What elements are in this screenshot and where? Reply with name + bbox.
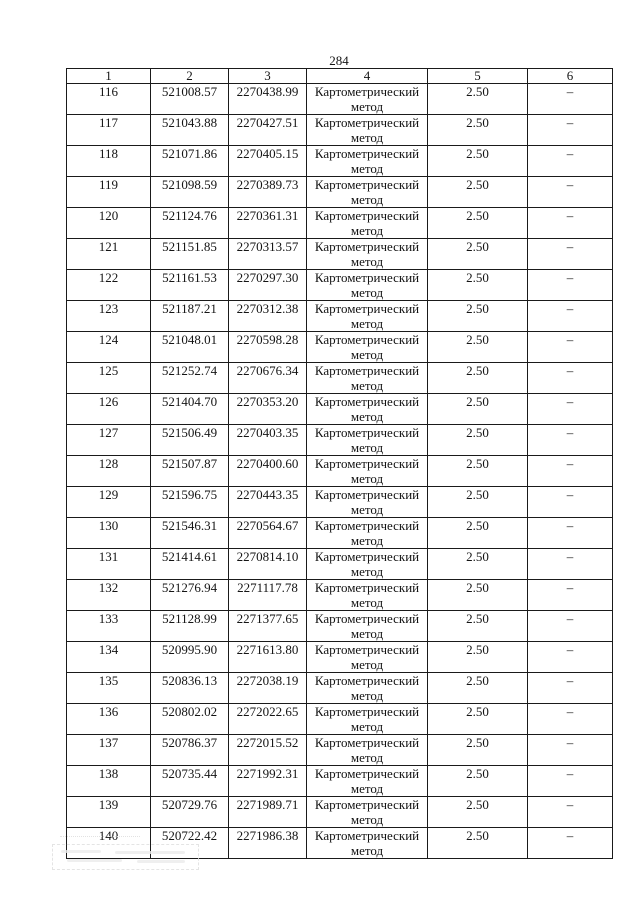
point-number-cell: 127 [67, 425, 151, 456]
coordinate-x-cell: 521161.53 [151, 270, 229, 301]
coordinate-x-cell: 521276.94 [151, 580, 229, 611]
method-cell [307, 208, 428, 239]
note-cell: – [528, 766, 613, 797]
method-cell [307, 363, 428, 394]
method-line-2: метод [350, 563, 384, 579]
coordinate-y-cell: 2270438.99 [229, 84, 307, 115]
coordinate-x-cell: 521128.99 [151, 611, 229, 642]
method-line-1: Картометрический [314, 146, 420, 161]
method-line-2: метод [350, 780, 384, 796]
accuracy-cell: 2.50 [428, 363, 528, 394]
coordinate-x-cell: 521043.88 [151, 115, 229, 146]
method-line-2: метод [350, 315, 384, 331]
method-cell [307, 642, 428, 673]
coordinate-y-cell: 2271117.78 [229, 580, 307, 611]
accuracy-cell: 2.50 [428, 735, 528, 766]
table-row [67, 425, 613, 456]
point-number-cell: 126 [67, 394, 151, 425]
method-cell [307, 518, 428, 549]
table-row [67, 301, 613, 332]
point-number-cell: 134 [67, 642, 151, 673]
point-number-cell: 122 [67, 270, 151, 301]
method-cell [307, 239, 428, 270]
accuracy-cell: 2.50 [428, 611, 528, 642]
table-row [67, 704, 613, 735]
table-row [67, 456, 613, 487]
method-line-1: Картометрический [314, 611, 420, 626]
method-line-2: метод [350, 470, 384, 486]
method-line-2: метод [350, 656, 384, 672]
method-line-2: метод [350, 346, 384, 362]
stamp-smudge [67, 859, 122, 862]
coordinate-x-cell: 521252.74 [151, 363, 229, 394]
coordinate-y-cell: 2270598.28 [229, 332, 307, 363]
coordinate-x-cell: 521596.75 [151, 487, 229, 518]
note-cell: – [528, 239, 613, 270]
stamp-smudge [115, 851, 185, 854]
method-line-2: метод [350, 284, 384, 300]
method-line-1: Картометрический [314, 580, 420, 595]
stamp-smudge [137, 860, 185, 863]
method-line-2: метод [350, 687, 384, 703]
method-cell [307, 766, 428, 797]
coordinate-y-cell: 2271992.31 [229, 766, 307, 797]
method-cell [307, 611, 428, 642]
accuracy-cell: 2.50 [428, 84, 528, 115]
method-line-2: метод [350, 594, 384, 610]
method-line-1: Картометрический [314, 766, 420, 781]
coordinate-y-cell: 2270313.57 [229, 239, 307, 270]
point-number-cell: 123 [67, 301, 151, 332]
accuracy-cell: 2.50 [428, 177, 528, 208]
accuracy-cell: 2.50 [428, 549, 528, 580]
point-number-cell: 132 [67, 580, 151, 611]
method-cell [307, 270, 428, 301]
accuracy-cell: 2.50 [428, 487, 528, 518]
accuracy-cell: 2.50 [428, 208, 528, 239]
point-number-cell: 138 [67, 766, 151, 797]
accuracy-cell: 2.50 [428, 797, 528, 828]
method-line-2: метод [350, 222, 384, 238]
method-cell [307, 735, 428, 766]
coordinate-y-cell: 2270427.51 [229, 115, 307, 146]
coordinate-y-cell: 2270312.38 [229, 301, 307, 332]
point-number-cell: 131 [67, 549, 151, 580]
coordinate-y-cell: 2270676.34 [229, 363, 307, 394]
table-row [67, 549, 613, 580]
method-line-1: Картометрический [314, 363, 420, 378]
method-cell [307, 549, 428, 580]
point-number-cell: 137 [67, 735, 151, 766]
column-header-6: 6 [528, 69, 613, 84]
method-cell [307, 394, 428, 425]
table-row [67, 518, 613, 549]
accuracy-cell: 2.50 [428, 332, 528, 363]
coordinate-y-cell: 2270564.67 [229, 518, 307, 549]
accuracy-cell: 2.50 [428, 394, 528, 425]
note-cell: – [528, 642, 613, 673]
method-line-1: Картометрический [314, 394, 420, 409]
method-line-1: Картометрический [314, 704, 420, 719]
method-cell [307, 425, 428, 456]
faint-stamp [52, 844, 199, 870]
note-cell: – [528, 797, 613, 828]
stamp-smudge [61, 850, 101, 853]
coordinate-y-cell: 2270403.35 [229, 425, 307, 456]
method-line-1: Картометрический [314, 332, 420, 347]
table-row [67, 580, 613, 611]
method-line-2: метод [350, 749, 384, 765]
note-cell: – [528, 301, 613, 332]
note-cell: – [528, 425, 613, 456]
coordinate-y-cell: 2271613.80 [229, 642, 307, 673]
note-cell: – [528, 146, 613, 177]
coordinate-y-cell: 2270814.10 [229, 549, 307, 580]
coordinate-x-cell: 521404.70 [151, 394, 229, 425]
point-number-cell: 120 [67, 208, 151, 239]
coordinate-y-cell: 2270443.35 [229, 487, 307, 518]
method-line-1: Картометрический [314, 301, 420, 316]
method-line-1: Картометрический [314, 177, 420, 192]
note-cell: – [528, 332, 613, 363]
point-number-cell: 124 [67, 332, 151, 363]
note-cell: – [528, 394, 613, 425]
coordinate-x-cell: 521414.61 [151, 549, 229, 580]
coordinate-y-cell: 2271986.38 [229, 828, 307, 859]
accuracy-cell: 2.50 [428, 766, 528, 797]
method-line-2: метод [350, 811, 384, 827]
coordinate-y-cell: 2271989.71 [229, 797, 307, 828]
accuracy-cell: 2.50 [428, 518, 528, 549]
method-cell [307, 177, 428, 208]
coordinate-x-cell: 521048.01 [151, 332, 229, 363]
note-cell: – [528, 270, 613, 301]
table-row [67, 332, 613, 363]
point-number-cell: 118 [67, 146, 151, 177]
coordinate-x-cell: 520786.37 [151, 735, 229, 766]
note-cell: – [528, 611, 613, 642]
coordinate-y-cell: 2270400.60 [229, 456, 307, 487]
table-row [67, 673, 613, 704]
point-number-cell: 136 [67, 704, 151, 735]
method-line-1: Картометрический [314, 549, 420, 564]
table-row [67, 146, 613, 177]
coordinate-x-cell: 520802.02 [151, 704, 229, 735]
method-line-2: метод [350, 160, 384, 176]
method-line-2: метод [350, 532, 384, 548]
coordinate-x-cell: 521151.85 [151, 239, 229, 270]
method-cell [307, 146, 428, 177]
table-row [67, 177, 613, 208]
method-line-1: Картометрический [314, 115, 420, 130]
point-number-cell: 139 [67, 797, 151, 828]
page-number: 284 [329, 53, 349, 68]
coordinate-y-cell: 2270389.73 [229, 177, 307, 208]
method-line-1: Картометрический [314, 84, 420, 99]
accuracy-cell: 2.50 [428, 828, 528, 859]
table-header-row [67, 69, 613, 84]
point-number-cell: 133 [67, 611, 151, 642]
accuracy-cell: 2.50 [428, 580, 528, 611]
point-number-cell: 135 [67, 673, 151, 704]
note-cell: – [528, 487, 613, 518]
method-line-1: Картометрический [314, 828, 420, 843]
coordinate-y-cell: 2270353.20 [229, 394, 307, 425]
column-header-3: 3 [229, 69, 307, 84]
method-line-2: метод [350, 718, 384, 734]
point-number-cell: 130 [67, 518, 151, 549]
table-row [67, 611, 613, 642]
column-header-5: 5 [428, 69, 528, 84]
method-line-2: метод [350, 129, 384, 145]
coordinate-y-cell: 2272015.52 [229, 735, 307, 766]
coordinate-x-cell: 521124.76 [151, 208, 229, 239]
coordinate-x-cell: 521098.59 [151, 177, 229, 208]
accuracy-cell: 2.50 [428, 115, 528, 146]
coordinate-x-cell: 521187.21 [151, 301, 229, 332]
accuracy-cell: 2.50 [428, 673, 528, 704]
point-number-cell: 117 [67, 115, 151, 146]
table-row [67, 797, 613, 828]
table-row [67, 115, 613, 146]
coordinate-y-cell: 2272038.19 [229, 673, 307, 704]
note-cell: – [528, 704, 613, 735]
note-cell: – [528, 735, 613, 766]
column-header-4: 4 [307, 69, 428, 84]
column-header-1: 1 [67, 69, 151, 84]
method-line-1: Картометрический [314, 270, 420, 285]
method-cell [307, 332, 428, 363]
coordinate-x-cell: 521507.87 [151, 456, 229, 487]
coordinate-y-cell: 2270405.15 [229, 146, 307, 177]
note-cell: – [528, 84, 613, 115]
point-number-cell: 128 [67, 456, 151, 487]
method-line-2: метод [350, 377, 384, 393]
accuracy-cell: 2.50 [428, 642, 528, 673]
accuracy-cell: 2.50 [428, 425, 528, 456]
table-row [67, 84, 613, 115]
method-line-2: метод [350, 501, 384, 517]
coordinate-x-cell: 520995.90 [151, 642, 229, 673]
coordinate-x-cell: 521546.31 [151, 518, 229, 549]
method-line-2: метод [350, 253, 384, 269]
note-cell: – [528, 580, 613, 611]
method-line-1: Картометрический [314, 518, 420, 533]
coordinate-y-cell: 2272022.65 [229, 704, 307, 735]
table-row [67, 642, 613, 673]
method-line-1: Картометрический [314, 673, 420, 688]
method-line-2: метод [350, 842, 384, 858]
point-number-cell: 119 [67, 177, 151, 208]
table-row [67, 766, 613, 797]
method-line-1: Картометрический [314, 735, 420, 750]
accuracy-cell: 2.50 [428, 270, 528, 301]
method-line-1: Картометрический [314, 239, 420, 254]
method-cell [307, 456, 428, 487]
method-line-1: Картометрический [314, 208, 420, 223]
method-line-2: метод [350, 439, 384, 455]
coordinate-x-cell: 520729.76 [151, 797, 229, 828]
column-header-2: 2 [151, 69, 229, 84]
method-cell [307, 673, 428, 704]
table-row [67, 487, 613, 518]
method-line-2: метод [350, 408, 384, 424]
accuracy-cell: 2.50 [428, 456, 528, 487]
table-row [67, 208, 613, 239]
table-row [67, 735, 613, 766]
method-cell [307, 828, 428, 859]
method-line-1: Картометрический [314, 642, 420, 657]
note-cell: – [528, 208, 613, 239]
note-cell: – [528, 549, 613, 580]
method-line-1: Картометрический [314, 487, 420, 502]
method-cell [307, 301, 428, 332]
method-line-2: метод [350, 625, 384, 641]
method-cell [307, 580, 428, 611]
method-line-2: метод [350, 98, 384, 114]
coordinate-x-cell: 520735.44 [151, 766, 229, 797]
method-line-1: Картометрический [314, 425, 420, 440]
note-cell: – [528, 115, 613, 146]
method-cell [307, 704, 428, 735]
coordinate-x-cell: 521071.86 [151, 146, 229, 177]
method-line-1: Картометрический [314, 456, 420, 471]
table-row [67, 363, 613, 394]
accuracy-cell: 2.50 [428, 239, 528, 270]
note-cell: – [528, 456, 613, 487]
note-cell: – [528, 177, 613, 208]
faint-scan-mark [60, 826, 140, 837]
accuracy-cell: 2.50 [428, 301, 528, 332]
table-row [67, 394, 613, 425]
coordinate-y-cell: 2271377.65 [229, 611, 307, 642]
note-cell: – [528, 673, 613, 704]
point-number-cell: 121 [67, 239, 151, 270]
coordinate-x-cell: 520722.42 [151, 828, 229, 859]
point-number-cell: 140 [67, 828, 151, 859]
method-cell [307, 797, 428, 828]
coordinate-x-cell: 521506.49 [151, 425, 229, 456]
coordinate-x-cell: 521008.57 [151, 84, 229, 115]
table-row [67, 270, 613, 301]
method-cell [307, 115, 428, 146]
note-cell: – [528, 518, 613, 549]
method-cell [307, 84, 428, 115]
accuracy-cell: 2.50 [428, 146, 528, 177]
method-cell [307, 487, 428, 518]
coordinate-x-cell: 520836.13 [151, 673, 229, 704]
method-line-2: метод [350, 191, 384, 207]
coordinates-table [66, 68, 613, 859]
note-cell: – [528, 363, 613, 394]
point-number-cell: 129 [67, 487, 151, 518]
coordinate-y-cell: 2270297.30 [229, 270, 307, 301]
note-cell: – [528, 828, 613, 859]
table-row [67, 239, 613, 270]
method-line-1: Картометрический [314, 797, 420, 812]
point-number-cell: 116 [67, 84, 151, 115]
point-number-cell: 125 [67, 363, 151, 394]
accuracy-cell: 2.50 [428, 704, 528, 735]
coordinate-y-cell: 2270361.31 [229, 208, 307, 239]
